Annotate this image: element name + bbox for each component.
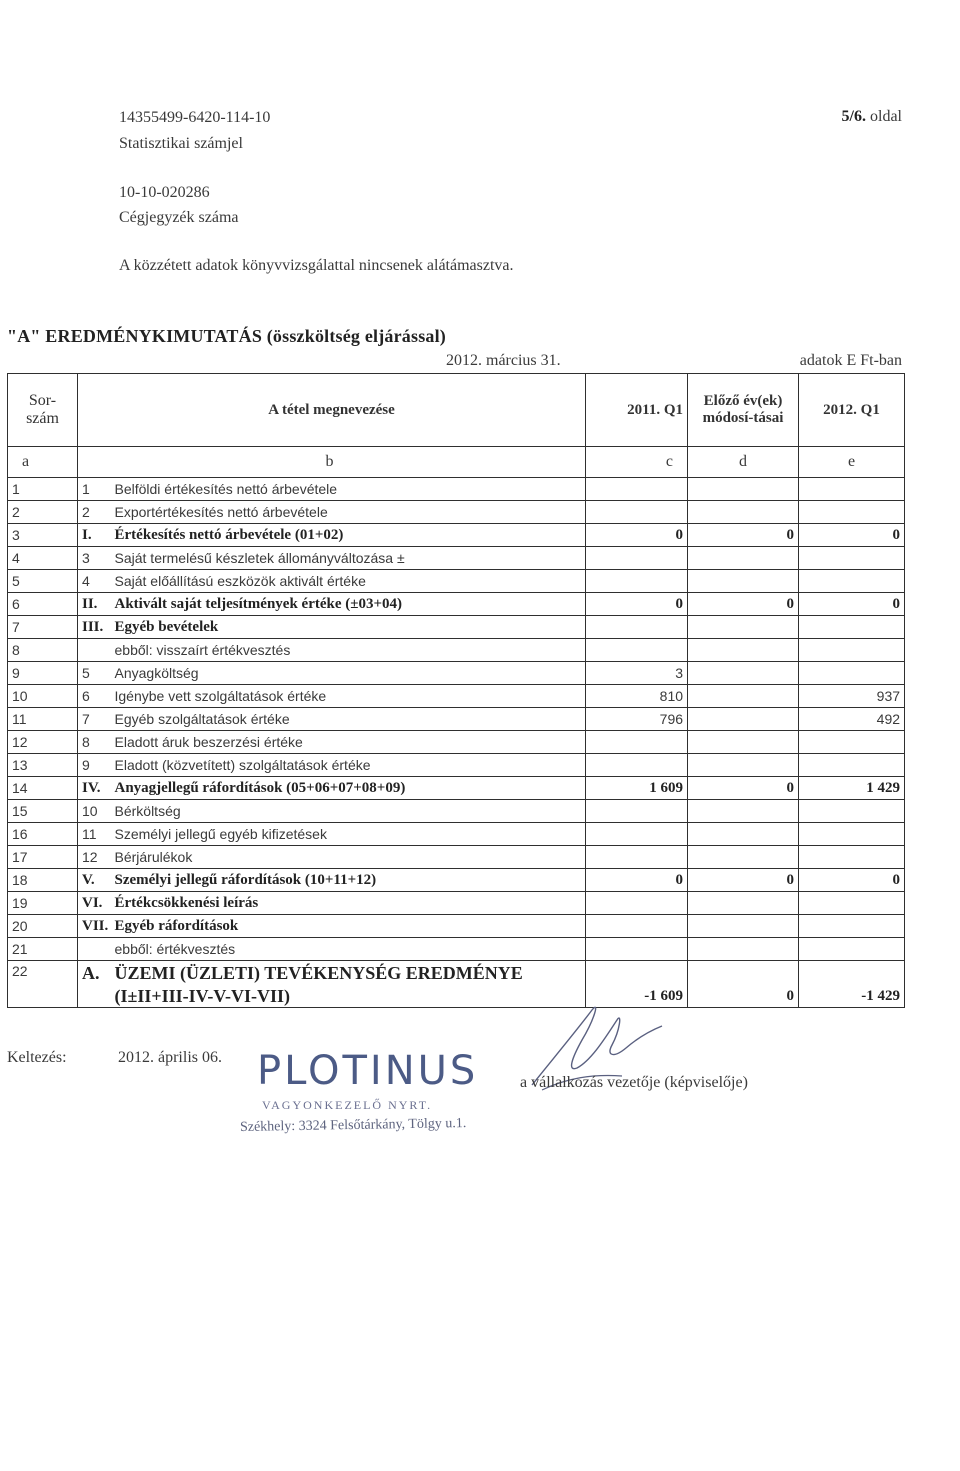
row-code: 6: [78, 685, 111, 708]
row-name: [111, 547, 586, 570]
row-name-line1: Eladott áruk beszerzési értéke: [114, 734, 303, 750]
row-name: [111, 639, 586, 662]
header-sorszam-line2: szám: [26, 410, 59, 427]
row-code: 9: [78, 754, 111, 777]
report-title-sub: (összköltség eljárással): [266, 326, 447, 346]
table-row: [8, 915, 905, 938]
row-code: 8: [78, 731, 111, 754]
table-row: [8, 823, 905, 846]
row-name-line1: Egyéb ráfordítások: [114, 917, 239, 934]
value-prev-year: [586, 823, 688, 846]
table-row: [8, 846, 905, 869]
row-code: VI.: [78, 892, 111, 915]
value-current-year: [799, 616, 905, 639]
value-prev-year: 3: [586, 662, 688, 685]
table-row: [8, 938, 905, 961]
table-row: [8, 501, 905, 524]
value-prev-year: [586, 938, 688, 961]
value-current-year: 0: [799, 593, 905, 616]
table-row: [8, 639, 905, 662]
value-current-year: [799, 570, 905, 593]
value-modifications: 0: [688, 869, 799, 892]
value-modifications: 0: [688, 524, 799, 547]
value-current-year: [799, 846, 905, 869]
row-name: [111, 662, 586, 685]
row-number: 13: [8, 754, 78, 777]
row-name-line1: Anyagjellegű ráfordítások (05+06+07+08+09): [114, 779, 406, 796]
company-stamp-logo: PLOTINUS: [257, 1048, 479, 1094]
header-prev-year: 2011. Q1: [586, 374, 688, 447]
row-name: [111, 593, 586, 616]
row-name: [111, 961, 586, 1008]
value-modifications: [688, 800, 799, 823]
table-row: [8, 754, 905, 777]
row-name-line1: ebből: értékvesztés: [114, 941, 236, 957]
value-current-year: 1 429: [799, 777, 905, 800]
value-prev-year: [586, 846, 688, 869]
row-code: [78, 639, 111, 662]
column-letter-c: c: [586, 447, 688, 478]
row-name-line1: Saját előállítású eszközök aktivált értéke: [114, 573, 366, 589]
row-number: 8: [8, 639, 78, 662]
date-value: 2012. április 06.: [118, 1049, 222, 1066]
column-letter-b: b: [78, 447, 586, 478]
row-name-line1: Értékcsökkenési leírás: [114, 894, 259, 911]
signature-caption: a vállalkozás vezetője (képviselője): [520, 1074, 748, 1091]
row-number: 6: [8, 593, 78, 616]
row-name: [111, 800, 586, 823]
value-prev-year: [586, 547, 688, 570]
value-current-year: [799, 800, 905, 823]
row-name-line1: Eladott (közvetített) szolgáltatások értéke: [114, 757, 371, 773]
row-name: [111, 501, 586, 524]
column-letter-d: d: [688, 447, 799, 478]
audit-note: A közzétett adatok könyvvizsgálattal nincsenek alátámasztva.: [119, 257, 514, 274]
row-name: [111, 938, 586, 961]
row-name: [111, 685, 586, 708]
value-current-year: 937: [799, 685, 905, 708]
value-modifications: [688, 685, 799, 708]
row-code: 1: [78, 478, 111, 501]
row-code: 7: [78, 708, 111, 731]
value-modifications: [688, 708, 799, 731]
row-code: III.: [78, 616, 111, 639]
value-modifications: [688, 547, 799, 570]
value-modifications: [688, 731, 799, 754]
row-code: 10: [78, 800, 111, 823]
row-number: 22: [8, 961, 78, 1008]
row-number: 3: [8, 524, 78, 547]
row-name-line1: Exportértékesítés nettó árbevétele: [114, 504, 328, 520]
row-name-line1: Egyéb szolgáltatások értéke: [114, 711, 290, 727]
row-name-line1: ÜZEMI (ÜZLETI) TEVÉKENYSÉG EREDMÉNYE: [114, 963, 523, 983]
value-prev-year: 0: [586, 869, 688, 892]
row-name-line1: Bérköltség: [114, 803, 181, 819]
value-modifications: [688, 662, 799, 685]
value-current-year: [799, 938, 905, 961]
row-code: 3: [78, 547, 111, 570]
value-prev-year: [586, 892, 688, 915]
table-row: [8, 731, 905, 754]
row-code: 4: [78, 570, 111, 593]
value-prev-year: 810: [586, 685, 688, 708]
row-name-line1: Igénybe vett szolgáltatások értéke: [114, 688, 327, 704]
income-statement-table: [7, 373, 905, 1008]
row-name: [111, 478, 586, 501]
value-modifications: [688, 501, 799, 524]
value-modifications: [688, 892, 799, 915]
row-number: 18: [8, 869, 78, 892]
row-code: 2: [78, 501, 111, 524]
value-prev-year: [586, 731, 688, 754]
value-modifications: [688, 823, 799, 846]
value-modifications: [688, 915, 799, 938]
row-name-line2: (I±II+III-IV-V-VI-VII): [114, 986, 290, 1006]
column-letter-e: e: [799, 447, 905, 478]
row-name: [111, 731, 586, 754]
header-modifications: [688, 374, 799, 447]
table-row: [8, 478, 905, 501]
header-modifications-line2: módosí-tásai: [702, 410, 784, 426]
row-code: 5: [78, 662, 111, 685]
row-number: 2: [8, 501, 78, 524]
page-number-value: 5/6.: [841, 108, 866, 125]
value-prev-year: [586, 800, 688, 823]
value-current-year: [799, 731, 905, 754]
row-number: 7: [8, 616, 78, 639]
row-name: [111, 869, 586, 892]
row-name: [111, 616, 586, 639]
value-current-year: 0: [799, 869, 905, 892]
table-row: [8, 708, 905, 731]
table-row: [8, 570, 905, 593]
row-number: 14: [8, 777, 78, 800]
table-row: [8, 547, 905, 570]
value-prev-year: [586, 570, 688, 593]
row-name: [111, 524, 586, 547]
value-modifications: [688, 570, 799, 593]
row-name-line1: Értékesítés nettó árbevétele (01+02): [114, 526, 344, 543]
row-name: [111, 570, 586, 593]
value-current-year: [799, 547, 905, 570]
value-current-year: 492: [799, 708, 905, 731]
row-number: 4: [8, 547, 78, 570]
row-name-line1: Belföldi értékesítés nettó árbevétele: [114, 481, 338, 497]
row-name: [111, 754, 586, 777]
value-prev-year: [586, 616, 688, 639]
row-name: [111, 915, 586, 938]
row-number: 5: [8, 570, 78, 593]
row-code: I.: [78, 524, 111, 547]
row-name-line1: Személyi jellegű ráfordítások (10+11+12): [114, 871, 377, 888]
value-prev-year: [586, 478, 688, 501]
table-header-row: [8, 374, 905, 447]
value-prev-year: 1 609: [586, 777, 688, 800]
value-current-year: [799, 639, 905, 662]
value-prev-year: [586, 754, 688, 777]
value-current-year: [799, 892, 905, 915]
header-sorszam: [8, 374, 78, 447]
value-modifications: [688, 754, 799, 777]
row-number: 16: [8, 823, 78, 846]
column-letter-row: [8, 447, 905, 478]
header-item-name: A tétel megnevezése: [78, 374, 586, 447]
report-date: 2012. március 31.: [446, 352, 561, 369]
row-code: V.: [78, 869, 111, 892]
statistical-number-label: Statisztikai számjel: [119, 135, 243, 152]
registration-number: 10-10-020286: [119, 184, 210, 201]
value-prev-year: [586, 639, 688, 662]
page-number: [842, 108, 902, 126]
row-number: 10: [8, 685, 78, 708]
row-number: 21: [8, 938, 78, 961]
column-letter-a: a: [8, 447, 78, 478]
value-prev-year: 0: [586, 524, 688, 547]
value-modifications: [688, 938, 799, 961]
value-current-year: [799, 501, 905, 524]
table-row: [8, 800, 905, 823]
value-current-year: 0: [799, 524, 905, 547]
row-number: 19: [8, 892, 78, 915]
row-number: 15: [8, 800, 78, 823]
value-current-year: [799, 823, 905, 846]
row-code: 12: [78, 846, 111, 869]
table-row: [8, 616, 905, 639]
row-name-line1: Személyi jellegű egyéb kifizetések: [114, 826, 327, 842]
row-code: IV.: [78, 777, 111, 800]
row-code: A.: [78, 961, 111, 1008]
row-name: [111, 846, 586, 869]
row-name: [111, 823, 586, 846]
row-number: 9: [8, 662, 78, 685]
company-stamp-subtitle: VAGYONKEZELŐ NYRT.: [262, 1098, 433, 1112]
table-row: [8, 869, 905, 892]
table-row: [8, 524, 905, 547]
row-number: 20: [8, 915, 78, 938]
value-current-year: [799, 915, 905, 938]
page-number-word: oldal: [870, 108, 902, 125]
value-modifications: [688, 616, 799, 639]
row-name-line1: Aktivált saját teljesítmények értéke (±03+04): [114, 595, 403, 612]
row-name-line1: Anyagköltség: [114, 665, 199, 681]
value-prev-year: [586, 501, 688, 524]
value-modifications: 0: [688, 593, 799, 616]
value-current-year: -1 429: [799, 961, 905, 1008]
row-code: VII.: [78, 915, 111, 938]
row-number: 1: [8, 478, 78, 501]
value-prev-year: [586, 915, 688, 938]
row-name: [111, 892, 586, 915]
value-prev-year: 796: [586, 708, 688, 731]
value-current-year: [799, 662, 905, 685]
table-row: [8, 662, 905, 685]
table-row: [8, 777, 905, 800]
registration-number-label: Cégjegyzék száma: [119, 209, 239, 226]
row-code: 11: [78, 823, 111, 846]
table-row: [8, 892, 905, 915]
report-unit: adatok E Ft-ban: [799, 352, 902, 369]
row-code: II.: [78, 593, 111, 616]
value-modifications: [688, 639, 799, 662]
value-modifications: 0: [688, 961, 799, 1008]
value-modifications: 0: [688, 777, 799, 800]
row-number: 17: [8, 846, 78, 869]
header-modifications-line1: Előző év(ek): [703, 393, 783, 409]
header-current-year: 2012. Q1: [799, 374, 905, 447]
row-name-line1: Egyéb bevételek: [114, 618, 219, 635]
value-modifications: [688, 846, 799, 869]
report-title-main: "A" EREDMÉNYKIMUTATÁS: [7, 326, 263, 346]
row-name: [111, 777, 586, 800]
report-title: [7, 326, 446, 347]
table-row: [8, 961, 905, 1008]
value-prev-year: 0: [586, 593, 688, 616]
row-code: [78, 938, 111, 961]
company-stamp-address: Székhely: 3324 Felsőtárkány, Tölgy u.1.: [239, 1116, 467, 1135]
header-sorszam-line1: Sor-: [28, 392, 57, 409]
row-name-line1: ebből: visszaírt értékvesztés: [114, 642, 291, 658]
row-name: [111, 708, 586, 731]
value-modifications: [688, 478, 799, 501]
table-row: [8, 593, 905, 616]
row-name-line1: Saját termelésű készletek állományváltozása ±: [114, 550, 405, 566]
value-current-year: [799, 754, 905, 777]
row-name-line1: Bérjárulékok: [114, 849, 193, 865]
value-prev-year: -1 609: [586, 961, 688, 1008]
value-current-year: [799, 478, 905, 501]
row-number: 11: [8, 708, 78, 731]
date-label: Keltezés:: [7, 1049, 67, 1066]
row-number: 12: [8, 731, 78, 754]
statistical-number: 14355499-6420-114-10: [119, 109, 271, 126]
table-row: [8, 685, 905, 708]
